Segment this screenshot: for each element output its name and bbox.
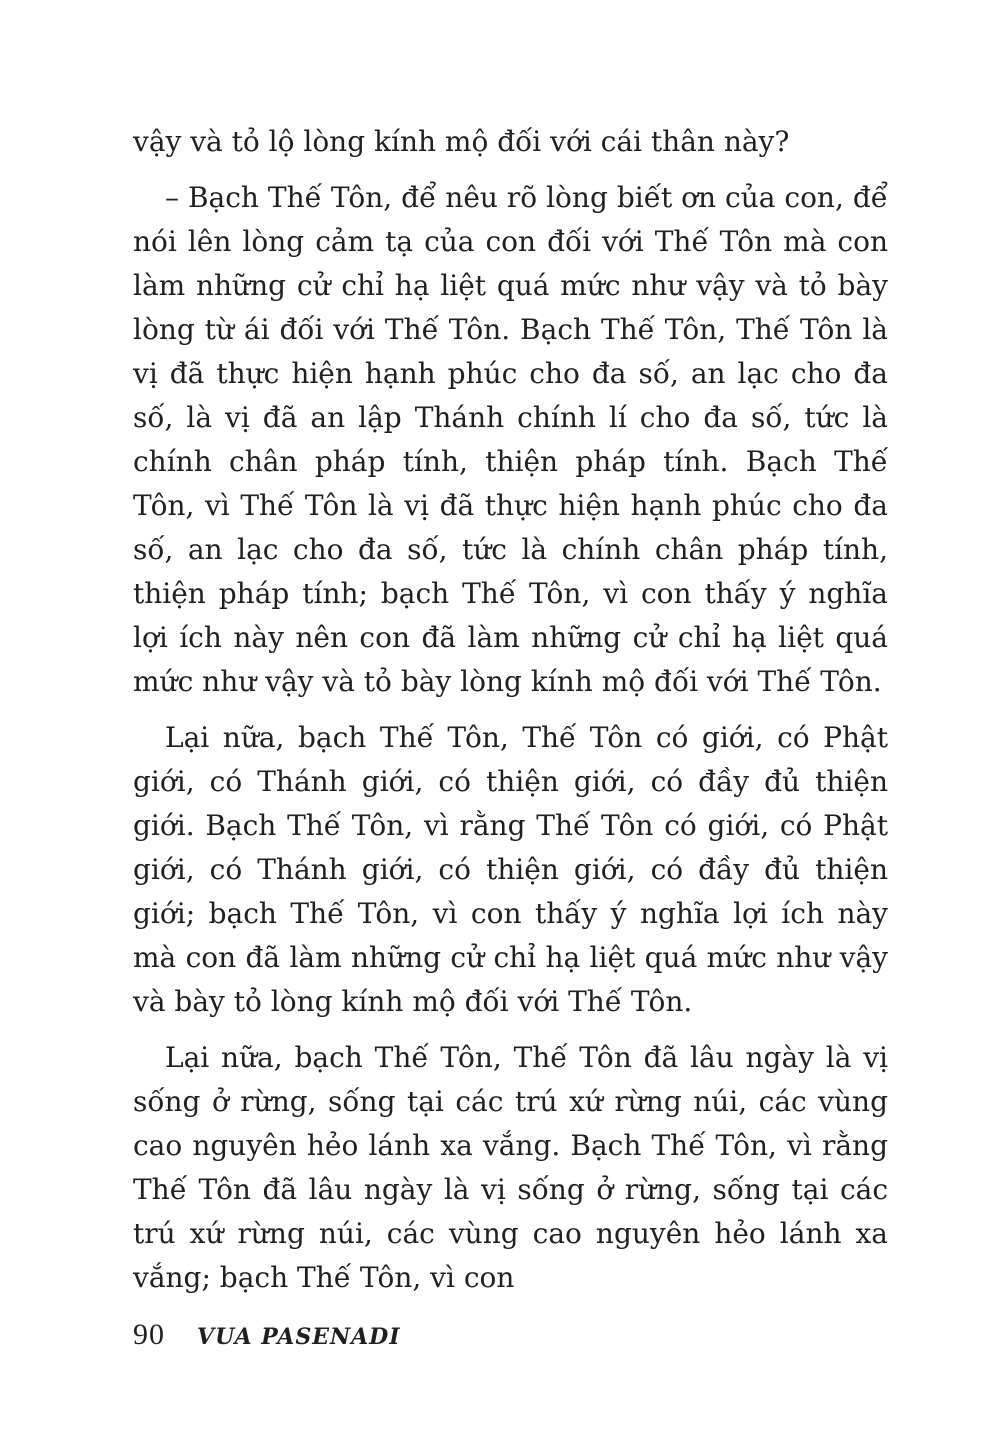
- page-footer: [133, 1318, 401, 1352]
- page-number: 90: [133, 1318, 165, 1351]
- paragraph-continuation: vậy và tỏ lộ lòng kính mộ đối với cái thân này?: [133, 125, 790, 158]
- paragraph: – Bạch Thế Tôn, để nêu rõ lòng biết ơn của con, để nói lên lòng cảm tạ của con đối với Thế Tôn mà con làm những cử chỉ hạ liệt quá mức như vậy và tỏ bày lòng từ ái đối với Thế Tôn. Bạch Thế Tôn, Thế Tôn là vị đã thực hiện hạnh phúc cho đa số, an lạc cho đa số, là vị đã an lập Thánh chính lí cho đa số, tức là chính chân pháp tính, thiện pháp tính. Bạch Thế Tôn, vì Thế Tôn là vị đã thực hiện hạnh phúc cho đa số, an lạc cho đa số, tức là chính chân pháp tính, thiện pháp tính; bạch Thế Tôn, vì con thấy ý nghĩa lợi ích này nên con đã làm những cử chỉ hạ liệt quá mức như vậy và tỏ bày lòng kính mộ đối với Thế Tôn.: [133, 181, 888, 698]
- running-title: VUA PASENADI: [197, 1324, 401, 1350]
- paragraph: Lại nữa, bạch Thế Tôn, Thế Tôn đã lâu ngày là vị sống ở rừng, sống tại các trú xứ rừng núi, các vùng cao nguyên hẻo lánh xa vắng. Bạch Thế Tôn, vì rằng Thế Tôn đã lâu ngày là vị sống ở rừng, sống tại các trú xứ rừng núi, các vùng cao nguyên hẻo lánh xa vắng; bạch Thế Tôn, vì con: [133, 1041, 888, 1294]
- paragraph: Lại nữa, bạch Thế Tôn, Thế Tôn có giới, có Phật giới, có Thánh giới, có thiện giới, có đầy đủ thiện giới. Bạch Thế Tôn, vì rằng Thế Tôn có giới, có Phật giới, có Thánh giới, có thiện giới, có đầy đủ thiện giới; bạch Thế Tôn, vì con thấy ý nghĩa lợi ích này mà con đã làm những cử chỉ hạ liệt quá mức như vậy và bày tỏ lòng kính mộ đối với Thế Tôn.: [133, 721, 888, 1018]
- page-body: [133, 120, 888, 1312]
